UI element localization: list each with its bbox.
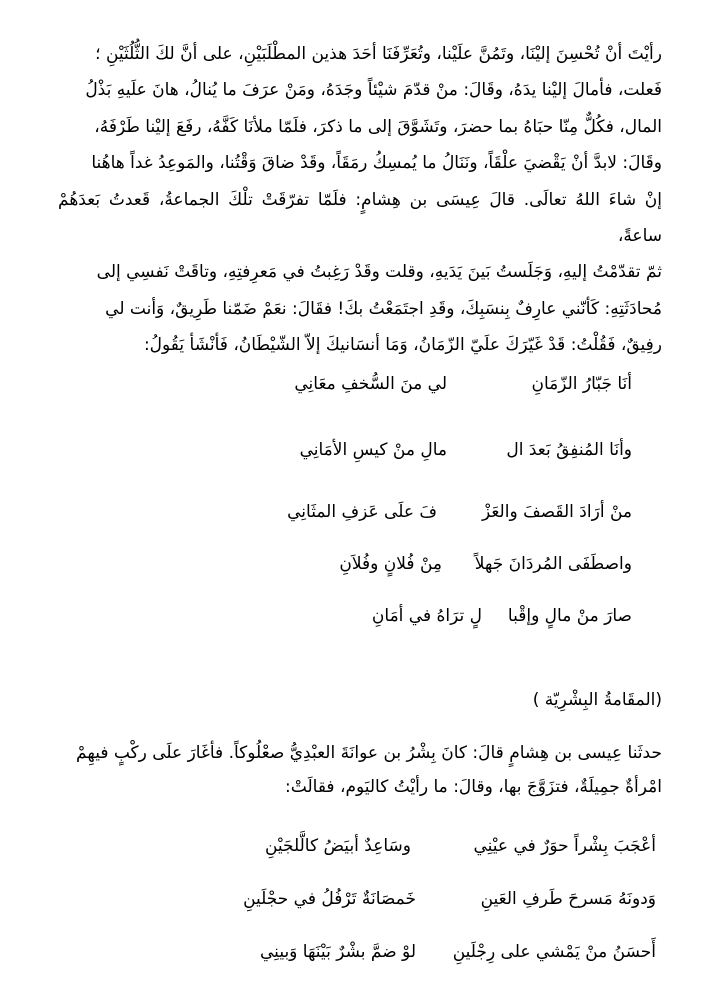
prose-line: إنْ شاءَ اللهُ تعالَى. قالَ عِيسَى بن هِشامٍ: فلَمّا تفرّقَتْ تلْكَ الجماعةُ، قَعدتُ بَعدَهُمْ ساعةً،: [58, 189, 662, 247]
verse-line: [58, 492, 632, 532]
verse-first-hemistich: وَدونَهُ مَسرحَ طَرفِ العَينِ: [480, 889, 656, 909]
prose-line: مُحادَثَتِهِ: كَأنّني عارِفٌ بِنسَبِكَ، وقَدِ اجتَمَعْتُ بكَ! فقَالَ: نعَمْ ضَمّنا طَرِيقٌ، وَأنت لي: [105, 298, 662, 319]
verse-line: [58, 826, 656, 866]
verse-second-hemistich: لي منَ السُّخفِ معَانِي: [294, 374, 447, 394]
verse-first-hemistich: أنَا جَبّارُ الزّمَانِ: [531, 374, 632, 394]
verse-first-hemistich: واصطَفَى المُردَانَ جَهلاً: [474, 554, 632, 574]
verse-first-hemistich: أعْجَبَ بِشْراً حوَرٌ في عيْنِي: [473, 836, 656, 856]
verse-line: [58, 932, 656, 972]
prose-line: المال، فكُلٌّ مِنّا حبَاهُ بما حضرَ، وتَشَوَّقَ إلى ما ذكرَ، فلَمّا ملأنَا كَفَّهُ، رفَعَ إليْنا طَرْفَهُ،: [94, 116, 662, 137]
section-heading: (المقَامةُ البِشْرِيّة ): [532, 690, 662, 710]
verse-line: [58, 596, 632, 636]
poem-block: [58, 364, 632, 636]
verse-second-hemistich: لٍ ترَاهُ في أمَانِ: [371, 606, 482, 626]
verse-line: [58, 430, 632, 470]
verse-first-hemistich: منْ أرَادَ القَصفَ والعَزْ: [481, 502, 632, 522]
verse-second-hemistich: لوْ ضمَّ بشْرٌ بَيْنَهَا وَبينِي: [260, 942, 416, 962]
prose-line: ثمّ تقدّمْتُ إليهِ، وَجَلَستُ بَينَ يَدَيهِ، وقلت وقَدْ رَغِبتُ في مَعرِفتِهِ، وتاقَتْ نَفسِي إلى: [96, 262, 662, 283]
prose-line: امْرأةٌ جمِيلَةٌ، فتزَوَّجَ بها، وقالَ: ما رأيْتُ كاليَوم، فقالَتْ:: [285, 777, 662, 797]
verse-second-hemistich: وسَاعِدٌ أبيَضُ كالَّلجَيْنِ: [264, 836, 411, 856]
prose-line: رأيْتَ أنْ تُحْسِنَ إليْنَا، وتَمُنَّ علَيْنا، وتُعَرِّفَنَا أحَدَ هذين المطْلَبَيْنِ، على أنَّ لكَ الثُّلُثَيْنِ ؛: [95, 44, 662, 64]
verse-line: [58, 364, 632, 404]
prose-paragraph-2: [58, 736, 662, 804]
verse-first-hemistich: وأنَا المُنفِقُ بَعدَ ال: [506, 440, 632, 460]
verse-first-hemistich: أَحسَنُ منْ يَمْشي على رِجْلَينِ: [452, 942, 656, 962]
prose-line: حدثَنا عِيسى بن هِشامٍ قالَ: كانَ بِشْرُ بن عوانَةَ العبْدِيُّ صعْلُوكاً. فأغَارَ علَى ركْبٍ فيهِمْ: [76, 743, 662, 763]
verse-second-hemistich: مالِ منْ كيسِ الأمَانِي: [299, 440, 447, 460]
verse-second-hemistich: فَ علَى عَزفِ المثَانِي: [287, 502, 437, 522]
prose-line: فَعلت، فأمالَ إليْنا يدَهُ، وقَالَ: منْ قدّمَ شيْئاً وجَدَهُ، ومَنْ عرَفَ ما يُنالُ، هانَ علَيهِ بَذْلُ: [85, 80, 662, 101]
prose-paragraph: [58, 36, 662, 364]
verse-first-hemistich: صارَ منْ مالٍ وإقْبا: [507, 606, 632, 626]
verse-second-hemistich: خَمصَانَةٌ تَرْفُلُ في حجْلَينِ: [243, 889, 416, 909]
prose-line: وقَالَ: لابدَّ أنْ يَقْضيَ علْقَاً، ونَنَالُ ما يُمسِكُ رمَقَاً، وقَدْ ضاقَ وَقْتُنا، والمَوعِدُ غداً هاهُنا: [91, 153, 662, 174]
prose-line: رفِيقٌ، فَقُلْتُ: قَدْ غَيّرَكَ علَيّ الزّمَانُ، وَمَا أنسَانيكَ إلاّ الشّيْطَانُ، فَأنْشَأ يَقُولُ:: [143, 335, 662, 356]
verse-second-hemistich: مِنْ فُلانٍ وفُلاَنِ: [339, 554, 442, 574]
verse-line: [58, 879, 656, 919]
poem-block-2: [58, 826, 656, 972]
verse-line: [58, 544, 632, 584]
